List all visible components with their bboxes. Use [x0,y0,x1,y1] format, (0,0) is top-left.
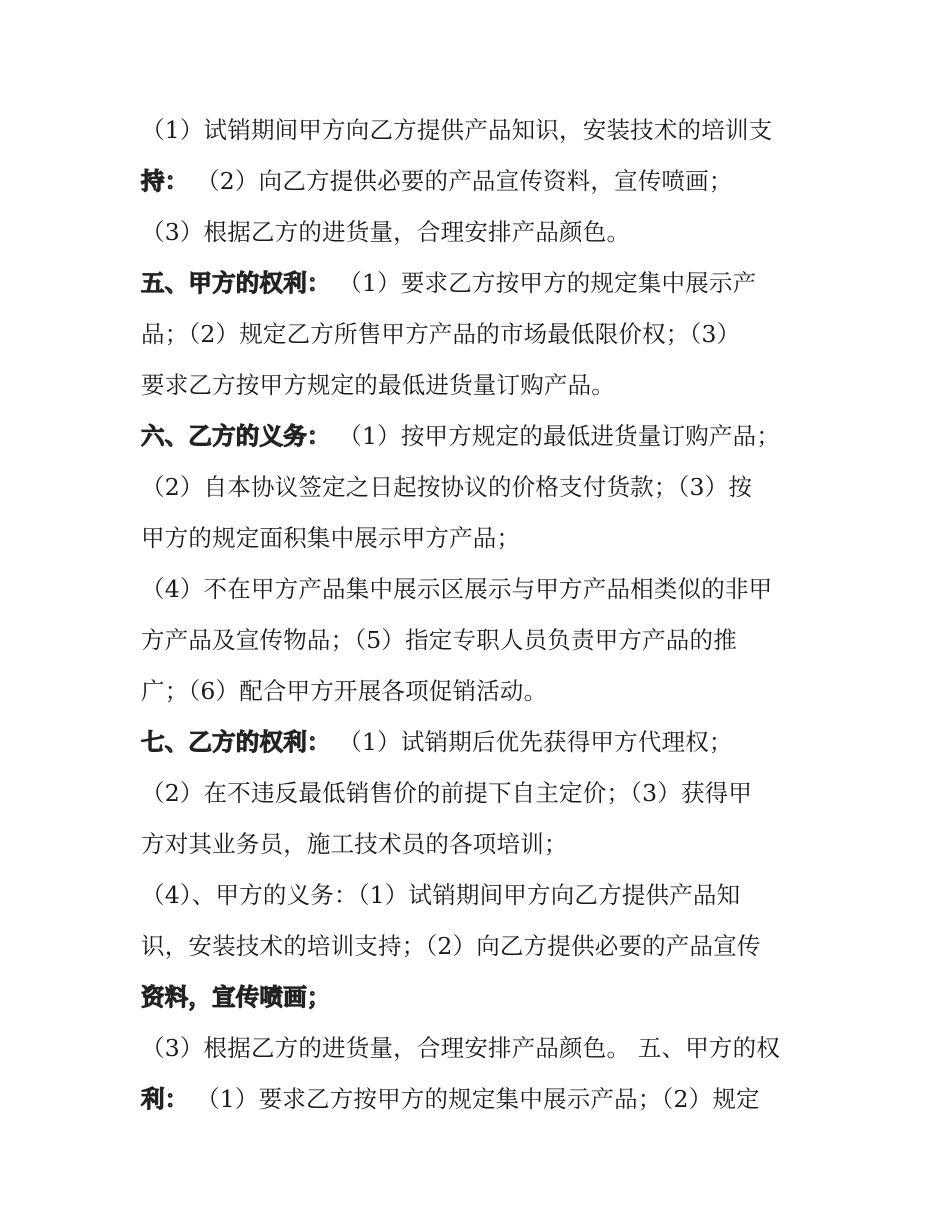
line-text: 方产品及宣传物品；（5）指定专职人员负责甲方产品的推 [141,626,737,654]
section-heading-five: 五、甲方的权利： [141,269,331,297]
line-text: （2）向乙方提供必要的产品宣传资料，宣传喷画； [188,167,733,195]
line-text: （1）试销期间甲方向乙方提供产品知识，安装技术的培训支 [141,116,773,144]
text-line [141,567,811,618]
line-text: （1）按甲方规定的最低进货量订购产品； [330,422,781,450]
text-line [141,210,811,261]
text-line [141,771,811,822]
document-page [141,108,811,1128]
line-text: 识，安装技术的培训支持；（2）向乙方提供必要的产品宣传 [141,932,761,960]
text-line [141,1026,811,1077]
text-line [141,669,811,720]
line-text: 要求乙方按甲方规定的最低进货量订购产品。 [141,371,615,399]
text-line [141,108,811,159]
line-text: 甲方的规定面积集中展示甲方产品； [141,524,521,552]
text-line [141,822,811,873]
line-text: （3）根据乙方的进货量，合理安排产品颜色。 五、甲方的权 [141,1034,781,1062]
line-text: （2）自本协议签定之日起按协议的价格支付货款；（3）按 [141,473,753,501]
line-text: （1）试销期后优先获得甲方代理权； [330,728,733,756]
line-text: 广；（6）配合甲方开展各项促销活动。 [141,677,548,705]
line-text: （4）、甲方的义务：（1）试销期间甲方向乙方提供产品知 [141,881,741,909]
line-text: （2）在不违反最低销售价的前提下自主定价；（3）获得甲 [141,779,753,807]
line-text: （4）不在甲方产品集中展示区展示与甲方产品相类似的非甲 [141,575,773,603]
text-line [141,261,811,312]
section-heading-seven: 七、乙方的权利： [141,728,331,756]
outlined-heading-text: 持： [141,167,189,195]
line-text: 方对其业务员，施工技术员的各项培训； [141,830,568,858]
line-text: （3）根据乙方的进货量，合理安排产品颜色。 [141,218,631,246]
text-line [141,873,811,924]
line-text: （1）要求乙方按甲方的规定集中展示产 [330,269,757,297]
text-line [141,414,811,465]
outlined-text: 利： [141,1085,189,1113]
line-text: 品；（2）规定乙方所售甲方产品的市场最低限价权；（3） [141,320,741,348]
text-line [141,159,811,210]
outlined-text: 资料，宣传喷画； [141,983,331,1011]
text-line [141,975,811,1026]
text-line [141,720,811,771]
text-line [141,924,811,975]
line-text: （1）要求乙方按甲方的规定集中展示产品；（2）规定 [188,1085,760,1113]
text-line [141,312,811,363]
text-line [141,363,811,414]
text-line [141,465,811,516]
section-heading-six: 六、乙方的义务： [141,422,331,450]
text-line [141,618,811,669]
text-line [141,516,811,567]
text-line [141,1077,811,1128]
